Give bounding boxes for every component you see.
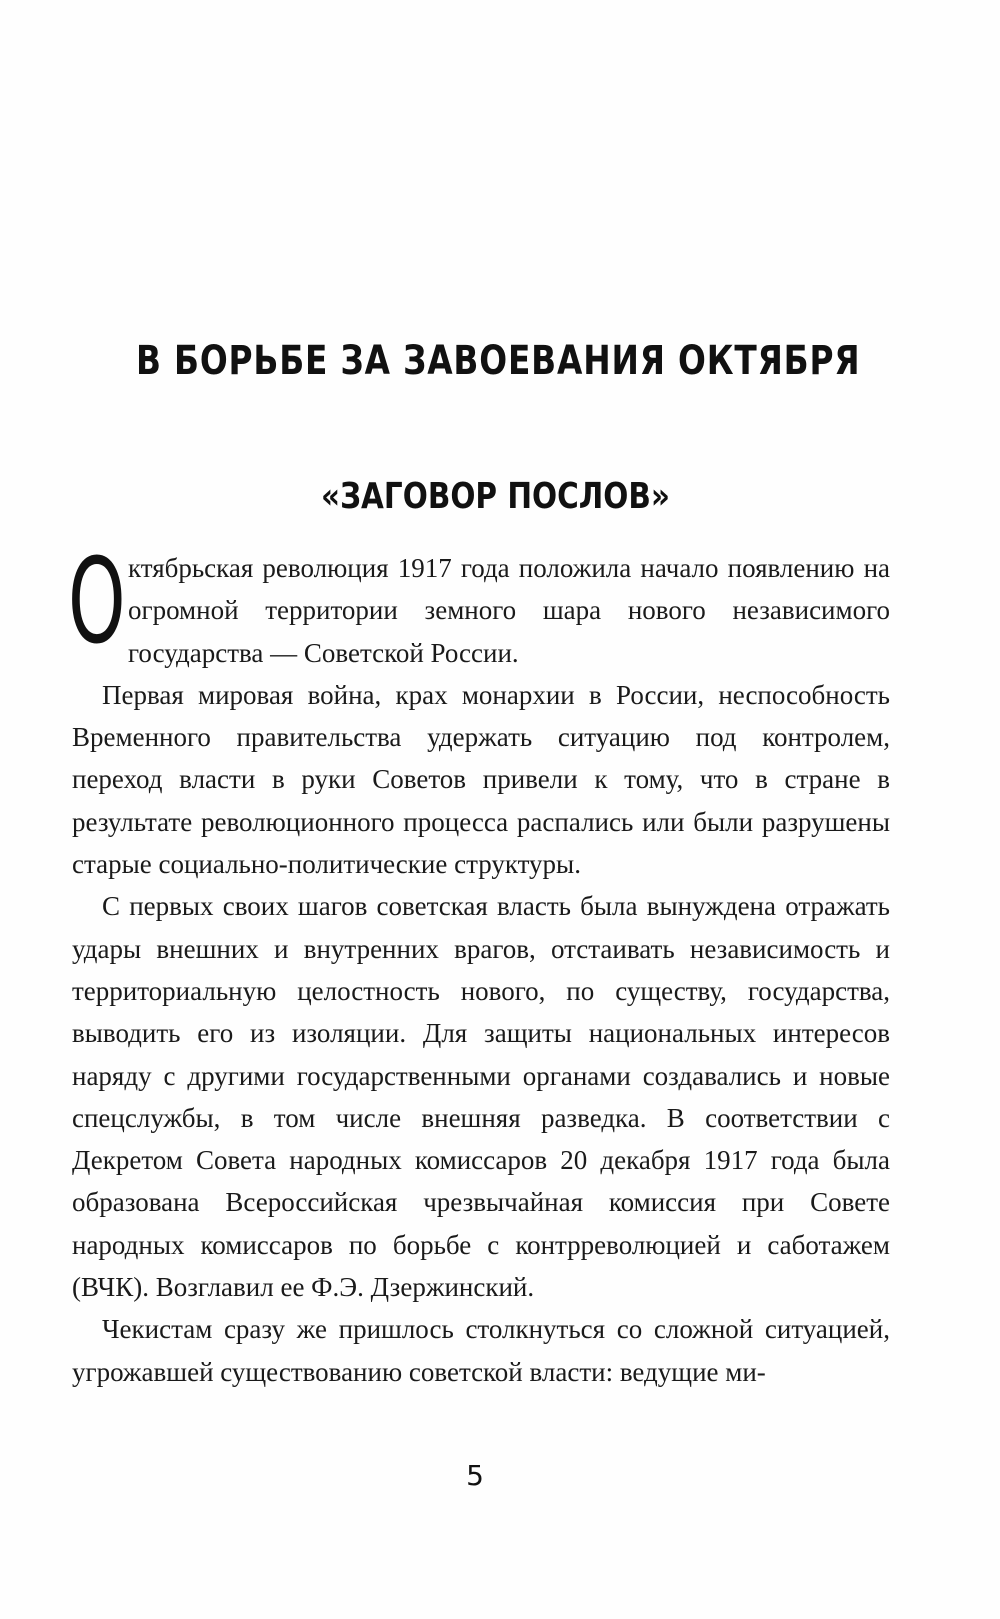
body-text (68, 532, 890, 1393)
paragraph-3: С первых своих шагов советская власть была вынуждена отражать удары внешних и внутренних врагов, отстаивать независимость и территориальную целостность нового, по существу, государства, выводить его из изоляции. Для защиты национальных интересов наряду с другими государственными органами создавались и новые спецслужбы, в том числе внешняя разведка. В соответствии с Декретом Совета народных комиссаров 20 декабря 1917 года была образована Всероссийская чрезвычайная комиссия при Совете народных комиссаров по борьбе с контрреволюцией и саботажем (ВЧК). Возглавил ее Ф.Э. Дзержинский. (72, 891, 890, 1303)
section-title: «ЗАГОВОР ПОСЛОВ» (321, 476, 670, 517)
paragraph-2: Первая мировая война, крах монархии в России, неспособность Временного правительства удержать ситуацию под контролем, переход власти в руки Советов привели к тому, что в стране в результате революционного процесса распались или были разрушены старые социально-политические структуры. (72, 679, 890, 880)
chapter-title: В БОРЬБЕ ЗА ЗАВОЕВАНИЯ ОКТЯБРЯ (135, 338, 861, 384)
drop-cap: О (68, 532, 126, 670)
paragraph-4: Чекистам сразу же пришлось столкнуться со сложной ситуацией, угрожавшей существованию советской власти: ведущие ми- (72, 1314, 890, 1387)
page-number: 5 (466, 1459, 484, 1492)
paragraph-1 (68, 532, 890, 674)
paragraph-1-text: ктябрьская революция 1917 года положила начало появлению на огромной территории земного шара нового независимого государства — Советской России. (128, 553, 890, 668)
